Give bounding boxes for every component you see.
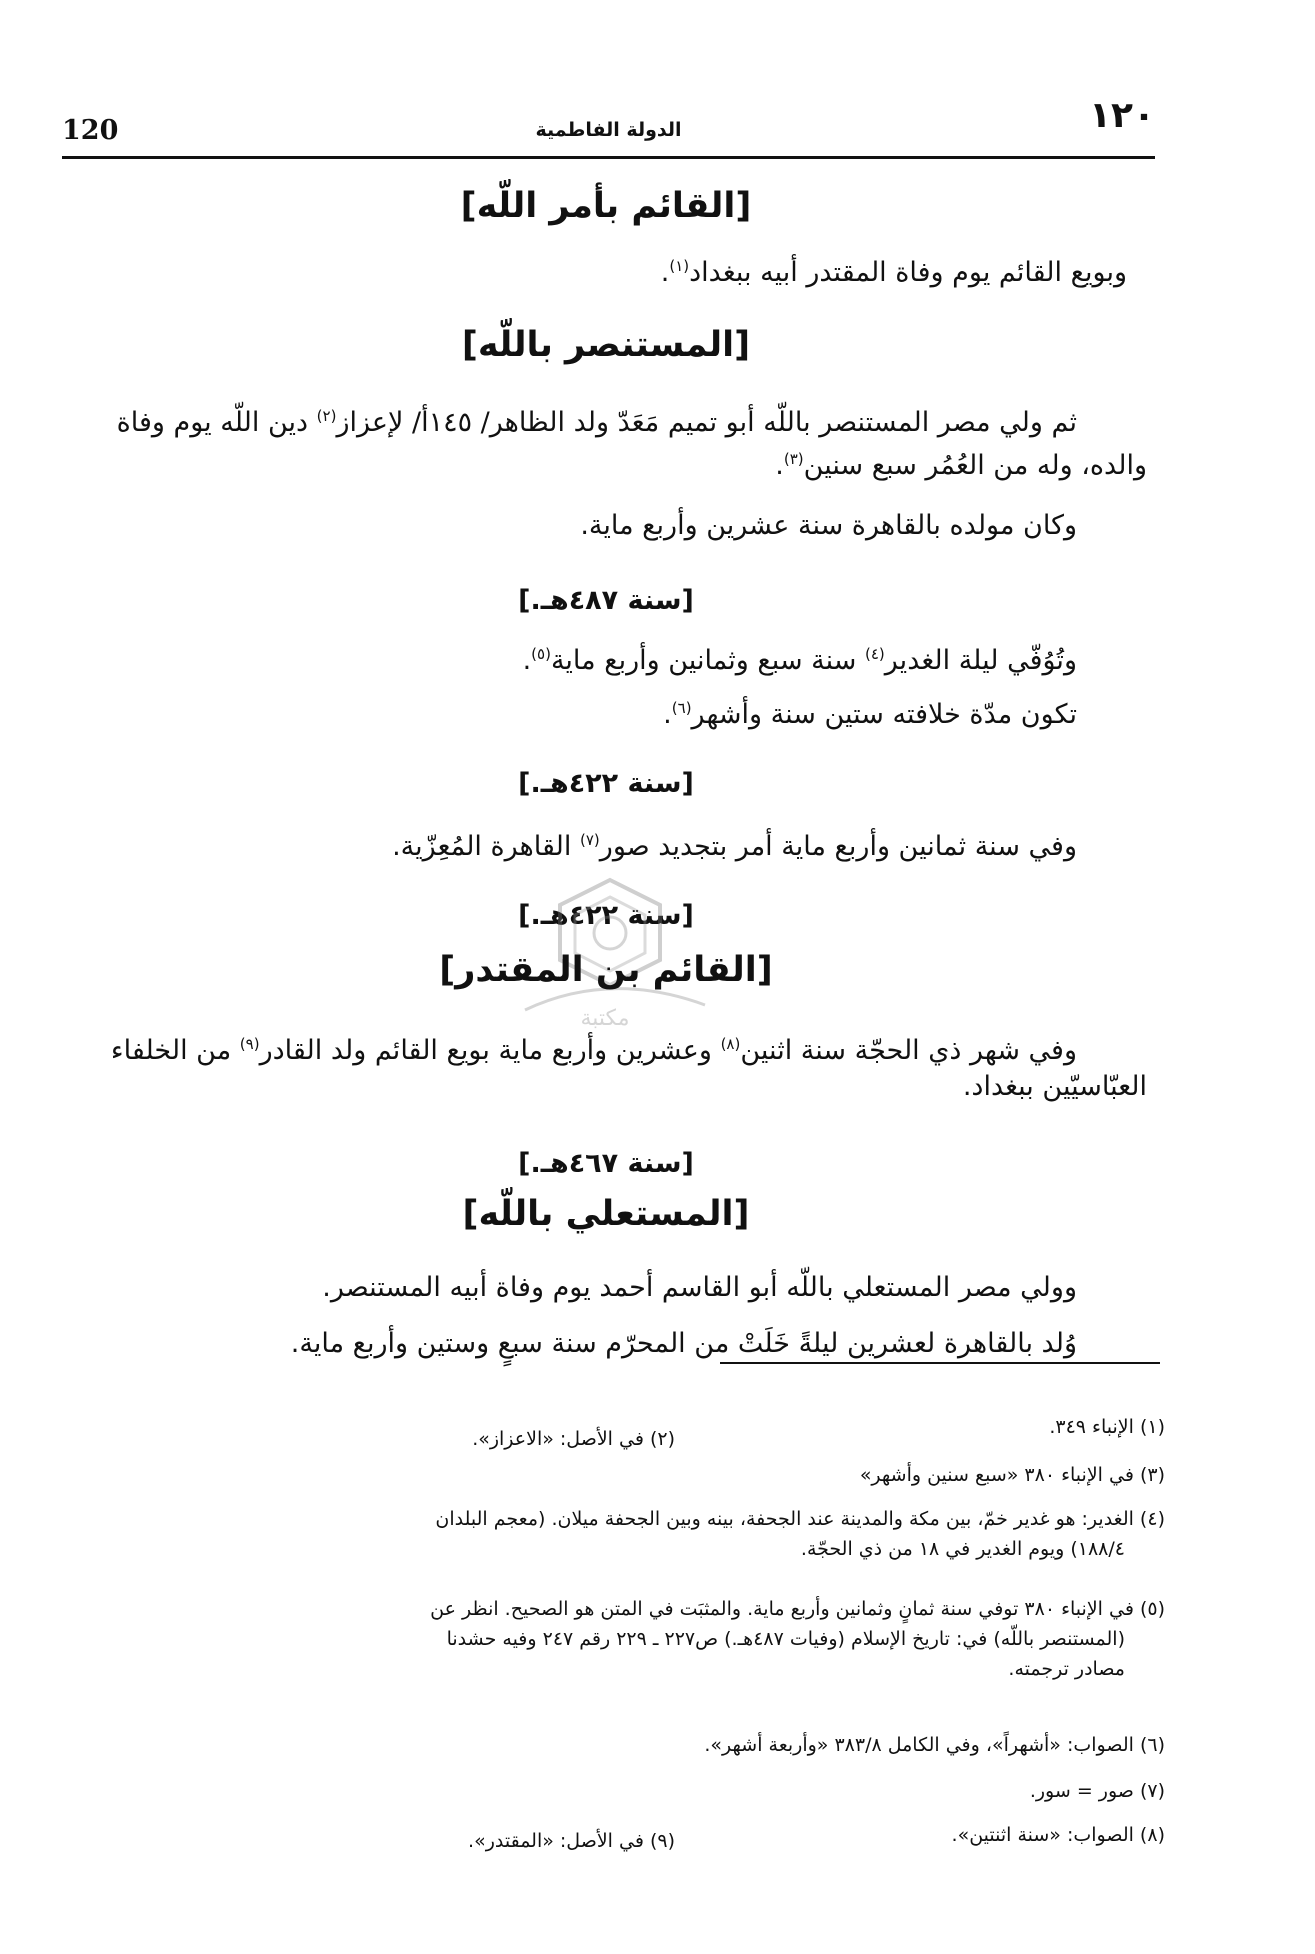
page-number-arabic: ١٢٠ bbox=[1089, 95, 1155, 136]
period: . bbox=[663, 699, 672, 730]
footnote-ref-9: (٩) bbox=[239, 1035, 260, 1053]
page-header bbox=[62, 95, 1155, 157]
footnote-ref-7: (٧) bbox=[580, 831, 600, 849]
paragraph-7 bbox=[65, 1026, 1147, 1105]
paragraph-4-text-a: وتُوُفّي ليلة الغدير bbox=[884, 645, 1077, 676]
footnote-rule bbox=[720, 1362, 1160, 1364]
paragraph-4-text-b: سنة سبع وثمانين وأربع ماية bbox=[550, 645, 857, 676]
footnote-6: (٦) الصواب: «أشهراً»، وفي الكامل ٣٨٣/٨ «وأربعة أشهر». bbox=[704, 1734, 1165, 1756]
watermark-text: مكتبة bbox=[580, 1006, 630, 1031]
footnote-ref-3: (٣) bbox=[783, 450, 804, 468]
footnote-2: (٢) في الأصل: «الاعزاز». bbox=[472, 1428, 675, 1450]
footnote-5 bbox=[75, 1594, 1165, 1684]
year-heading-487: [سنة ٤٨٧هـ.] bbox=[518, 585, 694, 616]
footnote-4-line-1: (٤) الغدير: هو غدير خمّ، بين مكة والمدينة عند الجحفة، بينه وبين الجحفة ميلان. (معجم البلدان bbox=[435, 1508, 1165, 1530]
footnote-5-line-3: مصادر ترجمته. bbox=[1008, 1658, 1125, 1680]
footnote-3: (٣) في الإنباء ٣٨٠ «سبع سنين وأشهر» bbox=[859, 1464, 1165, 1486]
paragraph-5 bbox=[65, 690, 1147, 733]
paragraph-5-text: تكون مدّة خلافته ستين سنة وأشهر bbox=[691, 699, 1077, 730]
footnote-7: (٧) صور = سور. bbox=[1029, 1780, 1165, 1802]
paragraph-4 bbox=[65, 636, 1147, 679]
footnote-ref-2: (٢) bbox=[316, 407, 337, 425]
year-heading-422-b: [سنة ٤٢٢هـ.] bbox=[518, 900, 694, 931]
period: . bbox=[522, 645, 532, 676]
footnote-4-line-2: ١٨٨/٤) ويوم الغدير في ١٨ من ذي الحجّة. bbox=[800, 1538, 1125, 1560]
heading-mustansir: [المستنصر باللّه] bbox=[461, 325, 751, 365]
header-rule bbox=[62, 156, 1155, 159]
footnote-ref-8: (٨) bbox=[720, 1035, 741, 1053]
footnote-4 bbox=[75, 1504, 1165, 1564]
period: . bbox=[660, 257, 670, 288]
paragraph-7-text-c: من الخلفاء العبّاسيّين ببغداد. bbox=[110, 1035, 1147, 1102]
period: . bbox=[775, 450, 784, 481]
footnote-5-line-1: (٥) في الإنباء ٣٨٠ توفي سنة ثمانٍ وثمانين وأربع ماية. والمثبَت في المتن هو الصحيح. انظر عن bbox=[430, 1598, 1165, 1620]
paragraph-9: وُلد بالقاهرة لعشرين ليلةً خَلَتْ من المحرّم سنة سبعٍ وستين وأربع ماية. bbox=[290, 1328, 1077, 1359]
heading-qaim-bi-amr-allah: [القائم بأمر اللّه] bbox=[460, 186, 752, 226]
heading-mustali: [المستعلي باللّه] bbox=[462, 1194, 750, 1234]
year-heading-422-a: [سنة ٤٢٢هـ.] bbox=[518, 768, 694, 799]
page-number-latin: 120 bbox=[62, 115, 119, 146]
paragraph-1-text: وبويع القائم يوم وفاة المقتدر أبيه ببغداد bbox=[689, 257, 1127, 288]
paragraph-7-text-b: وعشرين وأربع ماية بويع القائم ولد القادر bbox=[259, 1035, 712, 1066]
footnote-ref-4: (٤) bbox=[865, 645, 885, 663]
paragraph-6-text-a: وفي سنة ثمانين وأربع ماية أمر بتجديد صور bbox=[599, 831, 1077, 862]
footnote-ref-6: (٦) bbox=[671, 699, 692, 717]
footnote-8: (٨) الصواب: «سنة اثنتين». bbox=[951, 1824, 1165, 1846]
footnote-ref-5: (٥) bbox=[531, 645, 551, 663]
footnote-9: (٩) في الأصل: «المقتدر». bbox=[468, 1830, 675, 1852]
paragraph-2-text-b: دين اللّه يوم وفاة والده، وله من العُمُر سبع سنين bbox=[116, 407, 1147, 481]
paragraph-2-text-a: ثم ولي مصر المستنصر باللّه أبو تميم مَعَدّ ولد الظاهر/ ١٤٥أ/ لإعزاز bbox=[336, 407, 1077, 438]
footnote-5-line-2: (المستنصر باللّه) في: تاريخ الإسلام (وفيات ٤٨٧هـ.) ص٢٢٧ ـ ٢٢٩ رقم ٢٤٧ وفيه حشدنا bbox=[446, 1628, 1125, 1650]
heading-qaim-ibn-muqtadir: [القائم بن المقتدر] bbox=[439, 950, 773, 990]
paragraph-8: وولي مصر المستعلي باللّه أبو القاسم أحمد يوم وفاة أبيه المستنصر. bbox=[322, 1272, 1077, 1303]
paragraph-7-text-a: وفي شهر ذي الحجّة سنة اثنين bbox=[740, 1035, 1077, 1066]
footnote-1: (١) الإنباء ٣٤٩. bbox=[1049, 1416, 1165, 1438]
paragraph-6-text-b: القاهرة المُعِزّية. bbox=[392, 831, 572, 862]
running-title: الدولة الفاطمية bbox=[535, 119, 682, 141]
footnote-ref-1: (١) bbox=[669, 257, 690, 275]
paragraph-1 bbox=[65, 248, 1147, 291]
paragraph-3: وكان مولده بالقاهرة سنة عشرين وأربع ماية. bbox=[580, 510, 1077, 541]
paragraph-6 bbox=[65, 822, 1147, 865]
year-heading-467: [سنة ٤٦٧هـ.] bbox=[518, 1148, 694, 1179]
paragraph-2 bbox=[65, 398, 1147, 484]
